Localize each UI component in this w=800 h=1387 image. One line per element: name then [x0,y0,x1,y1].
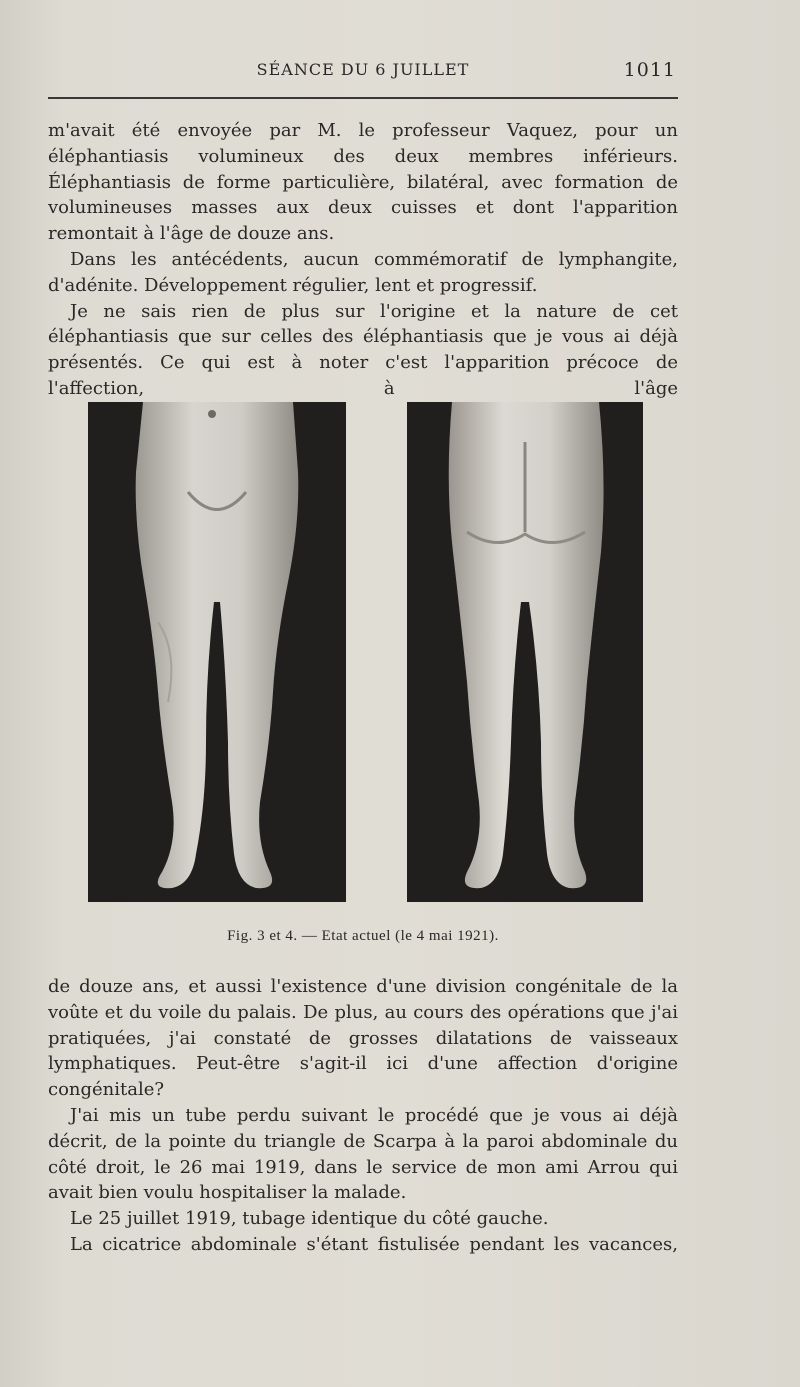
header-title: SÉANCE DU 6 JUILLET [256,60,470,79]
figure-4-photo [407,402,643,902]
text-block-top [48,118,678,402]
page-number: 1011 [623,59,676,81]
figure-3-photo [88,402,346,902]
paragraph: Je ne sais rien de plus sur l'origine et la nature de cet éléphantiasis que sur celles des éléphantiasis que je vous ai déjà présentés. Ce qui est à noter c'est l'apparition précoce de l'affection, à l'âge [48,300,678,399]
paragraph: de douze ans, et aussi l'existence d'une division congénitale de la voûte et du voile du palais. De plus, au cours des opérations que j'ai pratiquées, j'ai constaté de grosses dilatations de vaisseaux lymphatiques. Peut-être s'agit-il ici d'une affection d'origine congénitale? [48,976,678,1101]
running-header [48,60,678,84]
paragraph: La cicatrice abdominale s'étant fistulisée pendant les vacances, [70,1233,678,1255]
paragraph: Le 25 juillet 1919, tubage identique du côté gauche. [70,1208,549,1230]
figure-caption: Fig. 3 et 4. — Etat actuel (le 4 mai 1921). [227,928,499,944]
paragraph: J'ai mis un tube perdu suivant le procédé que je vous ai déjà décrit, de la pointe du triangle de Scarpa à la paroi abdominale du côté droit, le 26 mai 1919, dans le service de mon ami Arrou qui avait bien voulu hospitaliser la malade. [48,1104,678,1204]
paragraph: Dans les antécédents, aucun commémoratif de lymphangite, d'adénite. Développement régulier, lent et progressif. [48,248,678,296]
header-rule [48,97,678,99]
text-block-bottom [48,974,678,1258]
paragraph: m'avait été envoyée par M. le professeur Vaquez, pour un éléphantiasis volumineux des deux membres inférieurs. Éléphantiasis de forme particulière, bilatéral, avec formation de volumineuses masses aux deux cuisses et dont l'apparition remontait à l'âge de douze ans. [48,120,678,245]
